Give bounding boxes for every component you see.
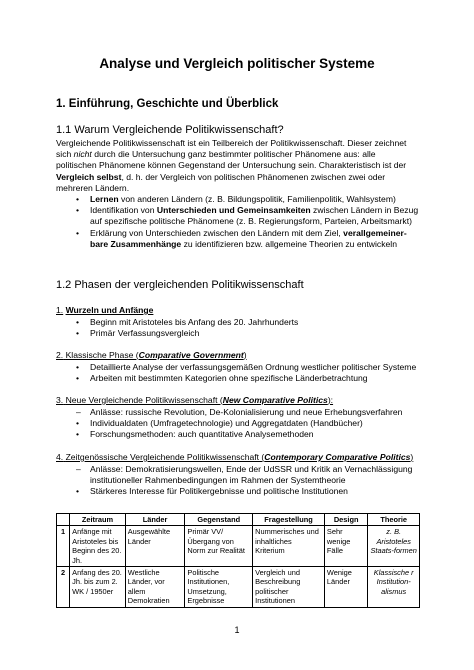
list-item: • Erklärung von Unterschieden zwischen den Ländern mit dem Ziel, verallgemeiner-bare Zusammenhänge zu identifizieren bzw. allgemeine Theorien zu entwickeln xyxy=(70,228,420,250)
intro-text-3: durch die Untersuchung ganz bestimmter politischer Phänomene aus: alle politischen Phänomene können Gegenstand der Untersuchung sein. Charakteristisch ist der xyxy=(56,149,407,171)
phase-2-list xyxy=(70,362,420,384)
table-cell: Anfänge mit Aristoteles bis Beginn des 20. Jh. xyxy=(70,526,126,567)
intro-text-5: , d. h. der Vergleich von politischen Phänomenen zwischen zwei oder mehreren Ländern. xyxy=(56,171,386,193)
intro-text-1: Vergleichende Politikwissenschaft ist ein Teilbereich der Politikwissenschaft. Dieser zeichnet sich xyxy=(56,138,407,160)
table-cell: Sehr wenige Fälle xyxy=(324,526,367,567)
subsection-1-1-heading: 1.1 Warum Vergleichende Politikwissenschaft? xyxy=(56,124,284,136)
table-header-cell: Design xyxy=(324,514,367,526)
list-item: – Anlässe: russische Revolution, De-Kolonialisierung und neue Erhebungsverfahren xyxy=(70,407,420,418)
list-item: • Primär Verfassungsvergleich xyxy=(70,328,420,339)
table-row xyxy=(57,526,420,567)
phase-3-list xyxy=(70,407,420,418)
table-cell: Primär VV/ Übergang von Norm zur Realität xyxy=(185,526,253,567)
table-cell: z. B. Aristoteles Staats-formen xyxy=(368,526,420,567)
phases-table xyxy=(56,513,420,608)
intro-text-nicht: nicht xyxy=(73,149,92,160)
reasons-list xyxy=(70,194,420,250)
table-cell: 1 xyxy=(57,526,70,567)
phase-2-heading: 2. Klassische Phase (Comparative Government) xyxy=(56,350,247,360)
subsection-1-2-heading: 1.2 Phasen der vergleichenden Politikwissenschaft xyxy=(56,279,304,291)
phase-3-heading: 3. Neue Vergleichende Politikwissenschaft (New Comparative Politics): xyxy=(56,395,334,405)
table-cell: 2 xyxy=(57,567,70,608)
list-item: – Anlässe: Demokratisierungswellen, Ende der UdSSR und Kritik an Vernachlässigung institutioneller Rahmenbedingungen im Rahmen der Systemtheorie xyxy=(70,464,420,486)
table-header-cell: Gegenstand xyxy=(185,514,253,526)
table-header-cell: Theorie xyxy=(368,514,420,526)
table-header-row xyxy=(57,514,420,526)
list-item: • Individualdaten (Umfragetechnologie) und Aggregatdaten (Handbücher) xyxy=(70,418,420,429)
list-item: • Arbeiten mit bestimmten Kategorien ohne spezifische Länderbetrachtung xyxy=(70,373,420,384)
section-1-heading: 1. Einführung, Geschichte und Überblick xyxy=(56,98,279,110)
list-item: • Detaillierte Analyse der verfassungsgemäßen Ordnung westlicher politischer Systeme xyxy=(70,362,420,373)
table-header-cell: Zeitraum xyxy=(70,514,126,526)
intro-text-vergleich: Vergleich selbst xyxy=(56,171,122,182)
phase-1-heading: 1. Wurzeln und Anfänge xyxy=(56,305,154,315)
table-cell: Nummerisches und inhaltliches Kriterium xyxy=(253,526,325,567)
phase-3-list-b xyxy=(70,418,420,440)
list-item: • Stärkeres Interesse für Politikergebnisse und politische Institutionen xyxy=(70,486,420,497)
list-item: • Identifikation von Unterschieden und Gemeinsamkeiten zwischen Ländern in Bezug auf spezifische politische Phänomene (z. B. Regierungsform, Parteien, Arbeitsmarkt) xyxy=(70,205,420,227)
list-item: • Beginn mit Aristoteles bis Anfang des 20. Jahrhunderts xyxy=(70,317,420,328)
table-header-cell: Länder xyxy=(125,514,185,526)
table-header-cell: Fragestellung xyxy=(253,514,325,526)
page-title: Analyse und Vergleich politischer Systeme xyxy=(99,56,375,71)
page-number: 1 xyxy=(234,625,240,635)
phase-4-heading: 4. Zeitgenössische Vergleichende Politikwissenschaft (Contemporary Comparative Politics) xyxy=(56,452,414,462)
list-item: • Forschungsmethoden: auch quantitative Analysemethoden xyxy=(70,429,420,440)
table-cell: Politische Institutionen, Umsetzung, Ergebnisse xyxy=(185,567,253,608)
table-cell: Vergleich und Beschreibung politischer Institutionen xyxy=(253,567,325,608)
table-cell: Wenige Länder xyxy=(324,567,367,608)
phase-4-list-b xyxy=(70,486,420,497)
table-cell: Klassische r Institution-alismus xyxy=(368,567,420,608)
intro-paragraph xyxy=(56,138,418,194)
table-row xyxy=(57,567,420,608)
table-cell: Ausgewählte Länder xyxy=(125,526,185,567)
table-header-cell xyxy=(57,514,70,526)
table-cell: Westliche Länder, vor allem Demokratien xyxy=(125,567,185,608)
phase-4-list xyxy=(70,464,420,486)
phase-1-list xyxy=(70,317,420,339)
table-cell: Anfang des 20. Jh. bis zum 2. WK / 1950er xyxy=(70,567,126,608)
list-item: • Lernen von anderen Ländern (z. B. Bildungspolitik, Familienpolitik, Wahlsystem) xyxy=(70,194,420,205)
